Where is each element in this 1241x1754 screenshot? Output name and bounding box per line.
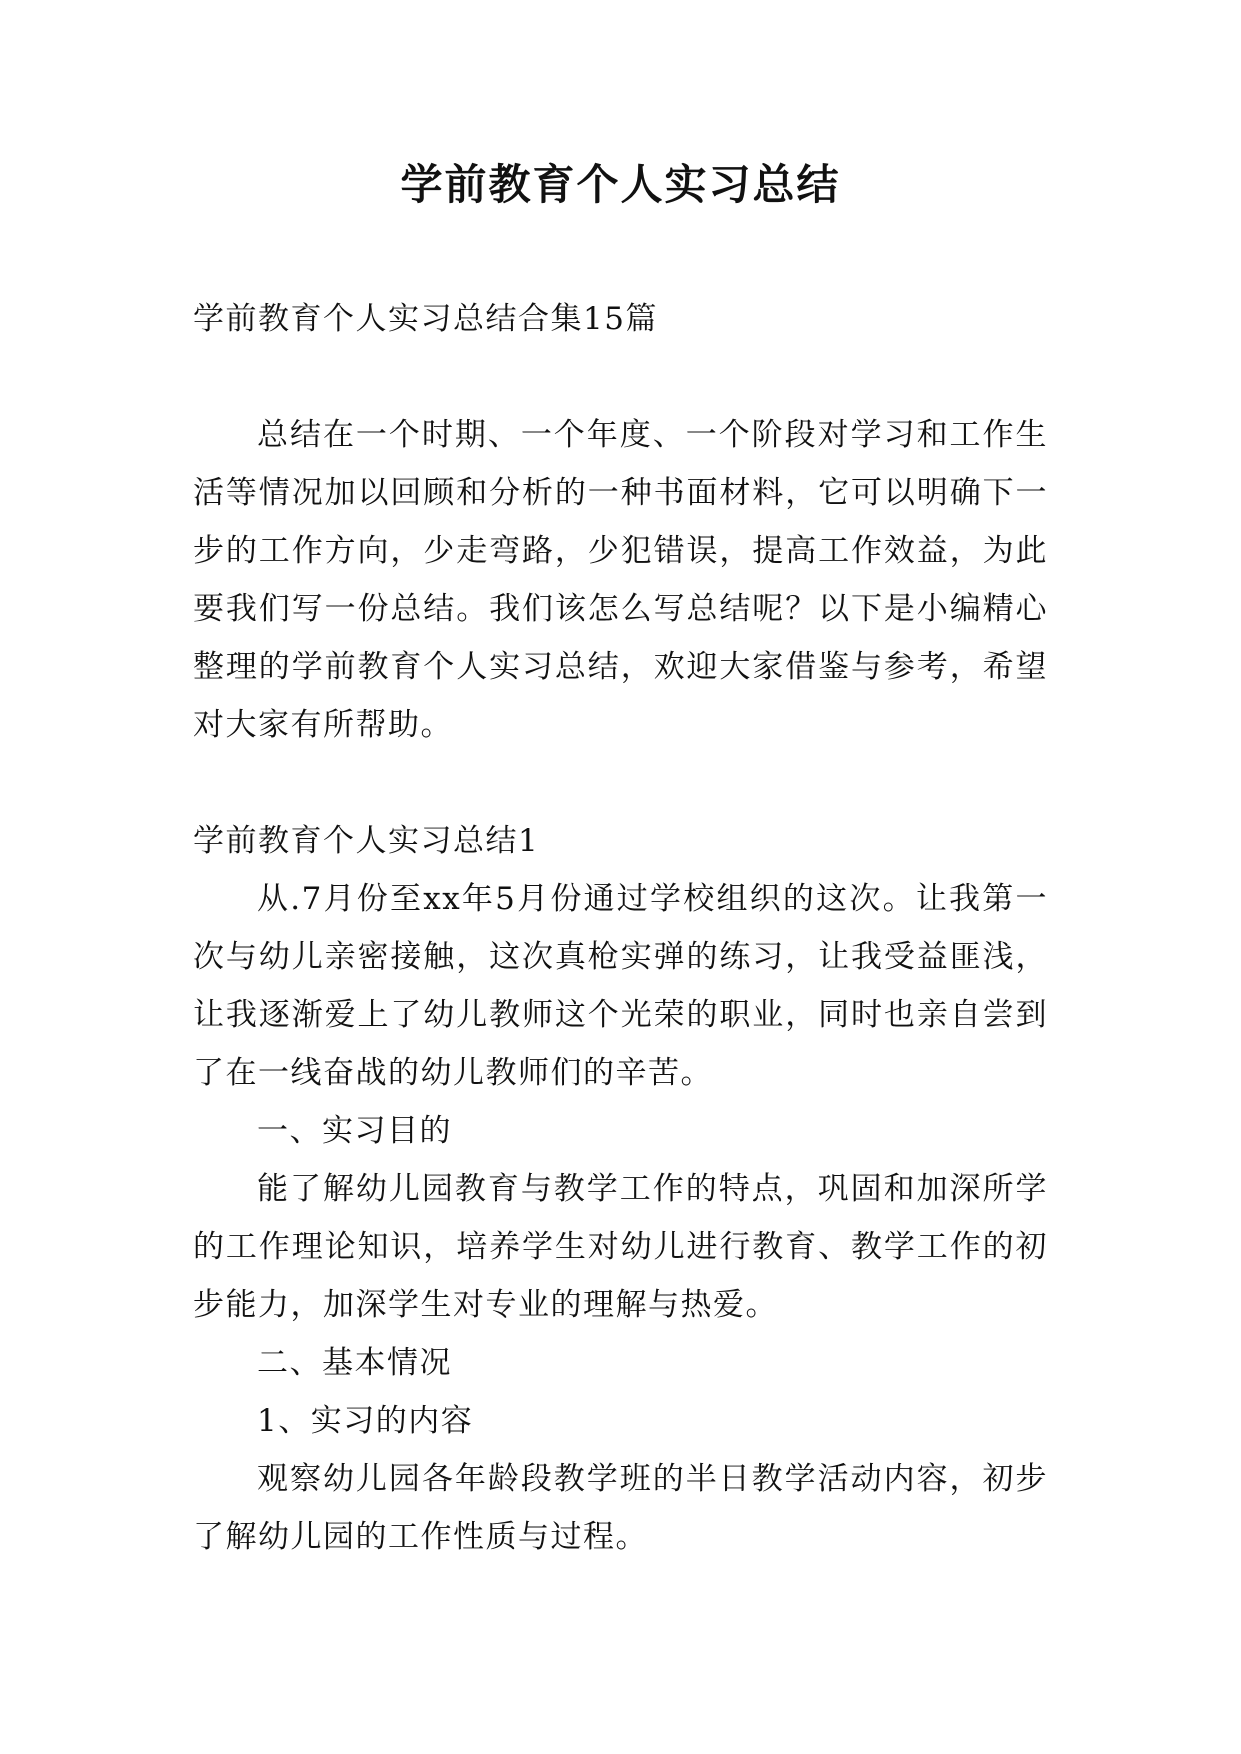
heading-purpose: 一、实习目的 bbox=[257, 1113, 452, 1149]
heading-basic: 二、基本情况 bbox=[257, 1345, 452, 1381]
section-heading: 学前教育个人实习总结1 bbox=[193, 823, 540, 859]
intro-paragraph: 总结在一个时期、一个年度、一个阶段对学习和工作生活等情况加以回顾和分析的一种书面材料，它可以明确下一步的工作方向，少走弯路，少犯错误，提高工作效益，为此要我们写一份总结。我们该怎么写总结呢？以下是小编精心整理的学前教育个人实习总结，欢迎大家借鉴与参考，希望对大家有所帮助。 bbox=[193, 417, 1048, 743]
document-body bbox=[193, 290, 1048, 1566]
document-title: 学前教育个人实习总结 bbox=[400, 160, 841, 209]
document-subtitle: 学前教育个人实习总结合集15篇 bbox=[193, 301, 658, 337]
heading-content: 1、实习的内容 bbox=[257, 1403, 474, 1439]
content-paragraph: 观察幼儿园各年龄段教学班的半日教学活动内容，初步了解幼儿园的工作性质与过程。 bbox=[193, 1461, 1048, 1555]
purpose-paragraph: 能了解幼儿园教育与教学工作的特点，巩固和加深所学的工作理论知识，培养学生对幼儿进行教育、教学工作的初步能力，加深学生对专业的理解与热爱。 bbox=[193, 1171, 1048, 1323]
body-paragraph: 从.7月份至xx年5月份通过学校组织的这次。让我第一次与幼儿亲密接触，这次真枪实弹的练习，让我受益匪浅，让我逐渐爱上了幼儿教师这个光荣的职业，同时也亲自尝到了在一线奋战的幼儿教师们的辛苦。 bbox=[193, 881, 1048, 1091]
